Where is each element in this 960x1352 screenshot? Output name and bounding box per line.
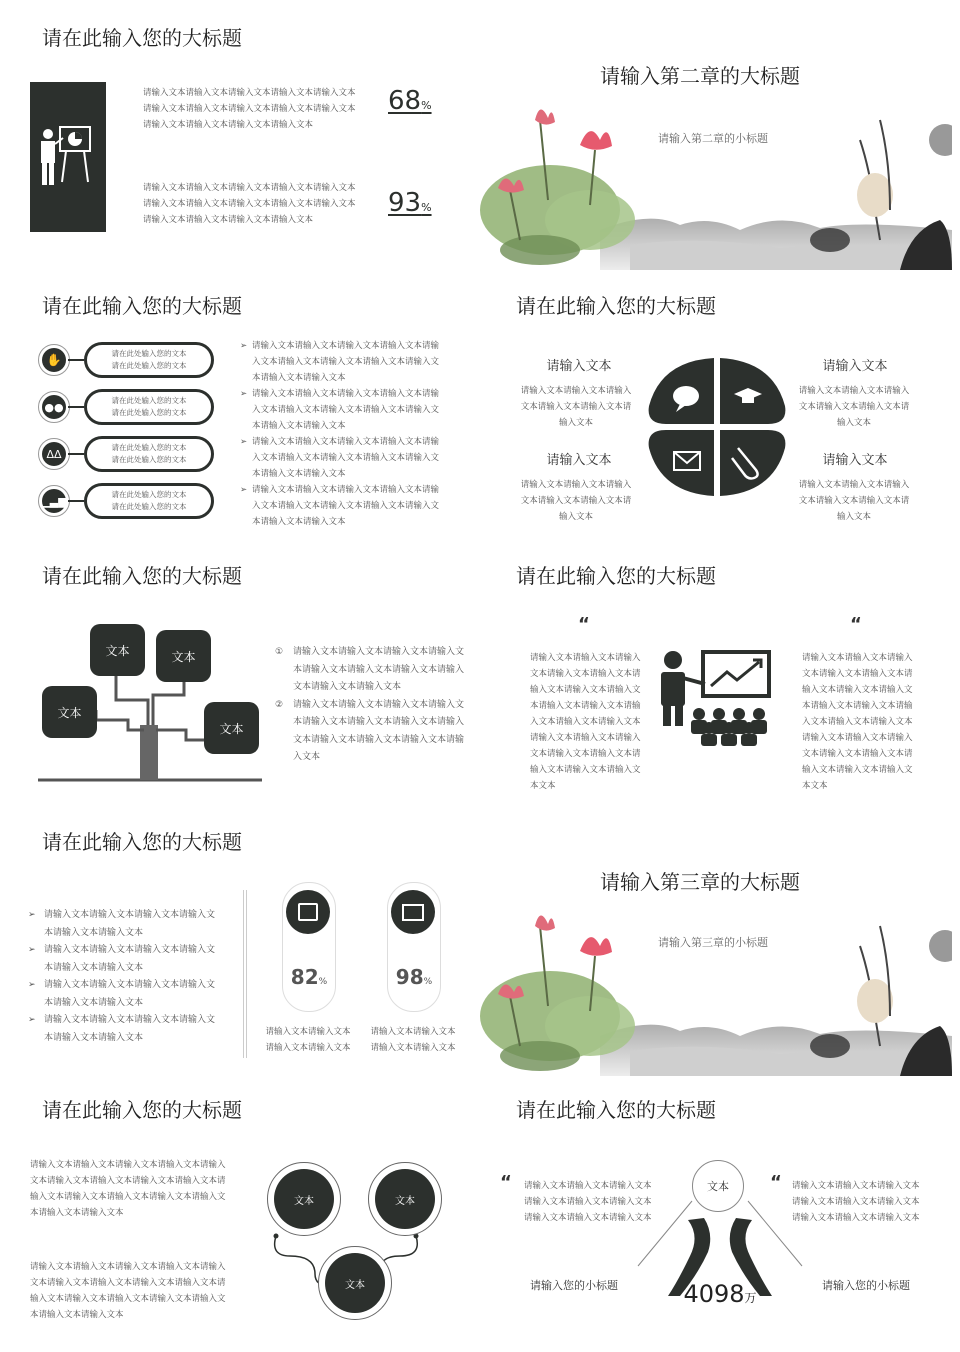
slide-2: [480, 0, 960, 270]
item-body: 请输入文本请输入文本请输入文本请输入文本请输入文本请输入文本: [798, 480, 910, 522]
circle-node: 文本: [368, 1162, 442, 1236]
list-item: ➢ 请输入文本请输入文本请输入文本请输入文本请输入文本请输入文本: [28, 942, 218, 977]
right-text: 请输入文本请输入文本请输入文本请输入文本请输入文本请输入文本请输入文本请输入文本请输入文本: [792, 1181, 920, 1223]
left-text: 请输入文本请输入文本请输入文本请输入文本请输入文本请输入文本请输入文本请输入文本请输入文本请输入文本请输入文本请输入文本请输入文本请输入文本请输入文本请输入文本请输入文本请输入文本请输入文本请输入文本请输入文本文本: [530, 653, 641, 791]
big-number: 4098万: [683, 1280, 757, 1308]
block1-percentage: 68%: [388, 86, 432, 116]
item-body: 请输入文本请输入文本请输入文本请输入文本请输入文本请输入文本: [798, 386, 910, 428]
pill: 请在此处输入您的文本 请在此处输入您的文本: [84, 436, 214, 472]
list-item: ➢ 请输入文本请输入文本请输入文本请输入文本请输入文本请输入文本请输入文本请输入文本请输入文本请输入文本请输入文本: [240, 386, 440, 434]
connector-line: [68, 406, 84, 408]
block2-text: 请输入文本请输入文本请输入文本请输入文本请输入文本请输入文本请输入文本请输入文本请输入文本请输入文本请输入文本请输入文本请输入文本请输入文本: [143, 183, 356, 225]
connector-line: [68, 359, 84, 361]
arrow-bullet-icon: ➢: [28, 945, 36, 955]
chapter-title: 请输入第三章的大标题: [600, 870, 800, 894]
left-text: 请输入文本请输入文本请输入文本请输入文本请输入文本请输入文本请输入文本请输入文本请输入文本: [524, 1181, 652, 1223]
safe-icon: [286, 890, 330, 934]
list-item: ➢ 请输入文本请输入文本请输入文本请输入文本请输入文本请输入文本请输入文本请输入文本请输入文本请输入文本请输入文本: [240, 482, 440, 530]
item-body: 请输入文本请输入文本请输入文本请输入文本请输入文本请输入文本: [520, 386, 632, 428]
icon-circle: [38, 485, 70, 517]
arrow-bullet-icon: ➢: [28, 1015, 36, 1025]
block1-text: 请输入文本请输入文本请输入文本请输入文本请输入文本请输入文本请输入文本请输入文本请输入文本请输入文本请输入文本请输入文本请输入文本请输入文本: [143, 88, 356, 130]
leaf-bottom-right: [720, 430, 785, 496]
block2-percentage: 93%: [388, 188, 432, 218]
arrow-bullet-icon: ➢: [28, 980, 36, 990]
item-heading: 请输入文本: [546, 453, 612, 468]
slide-3: [0, 270, 480, 540]
pill: 请在此处输入您的文本 请在此处输入您的文本: [84, 389, 214, 425]
left-subtitle: 请输入您的小标题: [530, 1279, 618, 1292]
lotus-crane-illustration: [480, 886, 952, 1076]
center-circle: 文本: [692, 1160, 744, 1212]
presenter-audience-icon: [655, 648, 775, 746]
stat-caption: 请输入文本请输入文本 请输入文本请输入文本: [370, 1027, 456, 1053]
quote-mark: “: [500, 1172, 512, 1193]
leaf-bottom-left: [649, 430, 714, 496]
tree-box: 文本: [156, 630, 211, 682]
stat-value: 82%: [290, 965, 328, 989]
slide-7: [0, 810, 480, 1080]
people-icon: ᐃᐃ: [42, 442, 66, 466]
four-leaf-diagram: [646, 356, 788, 498]
slide-title: 请在此输入您的大标题: [42, 564, 242, 588]
paragraph-2: 请输入文本请输入文本请输入文本请输入文本请输入文本请输入文本请输入文本请输入文本请输入文本请输入文本请输入文本请输入文本请输入文本请输入文本请输入文本请输入文本: [30, 1262, 226, 1320]
arrow-bullet-icon: ➢: [240, 485, 248, 495]
slide-10: [480, 1080, 960, 1352]
slide-title: 请在此输入您的大标题: [42, 1098, 242, 1122]
list-item: ➢ 请输入文本请输入文本请输入文本请输入文本请输入文本请输入文本: [28, 907, 218, 942]
chapter-subtitle: 请输入第三章的小标题: [658, 936, 768, 949]
bar-chart-icon: ▁▃▆: [42, 489, 66, 513]
icon-circle: [38, 438, 70, 470]
tree-box: 文本: [204, 702, 259, 754]
chapter-title: 请输入第二章的大标题: [600, 64, 800, 88]
paragraph-1: 请输入文本请输入文本请输入文本请输入文本请输入文本请输入文本请输入文本请输入文本请输入文本请输入文本请输入文本请输入文本请输入文本请输入文本请输入文本请输入文本: [30, 1160, 226, 1218]
slide-title: 请在此输入您的大标题: [516, 1098, 716, 1122]
arrow-bullet-icon: ➢: [240, 437, 248, 447]
quote-mark: “: [850, 614, 862, 635]
quote-mark: “: [770, 1172, 782, 1193]
list-item: ① 请输入文本请输入文本请输入文本请输入文本请输入文本请输入文本请输入文本请输入文本请输入文本请输入文本: [275, 647, 465, 692]
item-heading: 请输入文本: [546, 359, 612, 374]
slide-title: 请在此输入您的大标题: [516, 564, 716, 588]
slide-1: [0, 0, 480, 270]
item-heading: 请输入文本: [822, 453, 888, 468]
bullet-list: [28, 907, 218, 1047]
list-item: ② 请输入文本请输入文本请输入文本请输入文本请输入文本请输入文本请输入文本请输入文本请输入文本请输入文本请输入文本请输入文本: [275, 699, 465, 762]
arrow-bullet-icon: ➢: [240, 389, 248, 399]
slide-title: 请在此输入您的大标题: [42, 26, 242, 50]
group-icon: ●●: [42, 395, 66, 419]
arrow-bullet-icon: ➢: [240, 341, 248, 351]
stat-value: 98%: [395, 965, 433, 989]
list-item: ➢ 请输入文本请输入文本请输入文本请输入文本请输入文本请输入文本请输入文本请输入文本请输入文本请输入文本请输入文本: [240, 338, 440, 386]
connector-line: [68, 500, 84, 502]
slide-5: [0, 540, 480, 810]
item-heading: 请输入文本: [822, 359, 888, 374]
arrow-bullet-icon: ➢: [28, 910, 36, 920]
slide-9: [0, 1080, 480, 1352]
handshake-icon: ✋: [42, 348, 66, 372]
tree-box: 文本: [42, 686, 97, 738]
vertical-divider: [243, 890, 247, 1058]
presenter-chart-icon: [30, 82, 106, 232]
slide-title: 请在此输入您的大标题: [516, 294, 716, 318]
list-item: ➢ 请输入文本请输入文本请输入文本请输入文本请输入文本请输入文本请输入文本请输入文本请输入文本请输入文本请输入文本: [240, 434, 440, 482]
presenter-panel: [30, 82, 106, 232]
connector-line: [68, 453, 84, 455]
icon-circle: [38, 344, 70, 376]
right-text: 请输入文本请输入文本请输入文本请输入文本请输入文本请输入文本请输入文本请输入文本请输入文本请输入文本请输入文本请输入文本请输入文本请输入文本请输入文本请输入文本请输入文本请输入文本请输入文本请输入文本请输入文本文本: [802, 653, 913, 791]
item-body: 请输入文本请输入文本请输入文本请输入文本请输入文本请输入文本: [520, 480, 632, 522]
right-subtitle: 请输入您的小标题: [822, 1279, 910, 1292]
list-item: ➢ 请输入文本请输入文本请输入文本请输入文本请输入文本请输入文本: [28, 1012, 218, 1047]
pill: 请在此处输入您的文本 请在此处输入您的文本: [84, 483, 214, 519]
icon-circle: [38, 391, 70, 423]
tree-box: 文本: [90, 624, 145, 676]
slide-title: 请在此输入您的大标题: [42, 294, 242, 318]
circle-node: 文本: [267, 1162, 341, 1236]
numbered-list: [275, 644, 465, 767]
list-item: ➢ 请输入文本请输入文本请输入文本请输入文本请输入文本请输入文本: [28, 977, 218, 1012]
stat-caption: 请输入文本请输入文本 请输入文本请输入文本: [265, 1027, 351, 1053]
circle-node: 文本: [318, 1246, 392, 1320]
lotus-crane-illustration: [480, 80, 952, 270]
slide-4: [480, 270, 960, 540]
stat-card: [282, 882, 336, 1012]
stat-card: [387, 882, 441, 1012]
slide-8: [480, 810, 960, 1080]
quote-mark: “: [578, 614, 590, 635]
slide-title: 请在此输入您的大标题: [42, 830, 242, 854]
bullet-list: [240, 338, 440, 530]
slide-6: [480, 540, 960, 810]
pill: 请在此处输入您的文本 请在此处输入您的文本: [84, 342, 214, 378]
chapter-subtitle: 请输入第二章的小标题: [658, 132, 768, 145]
presentation-chart-icon: [391, 890, 435, 934]
